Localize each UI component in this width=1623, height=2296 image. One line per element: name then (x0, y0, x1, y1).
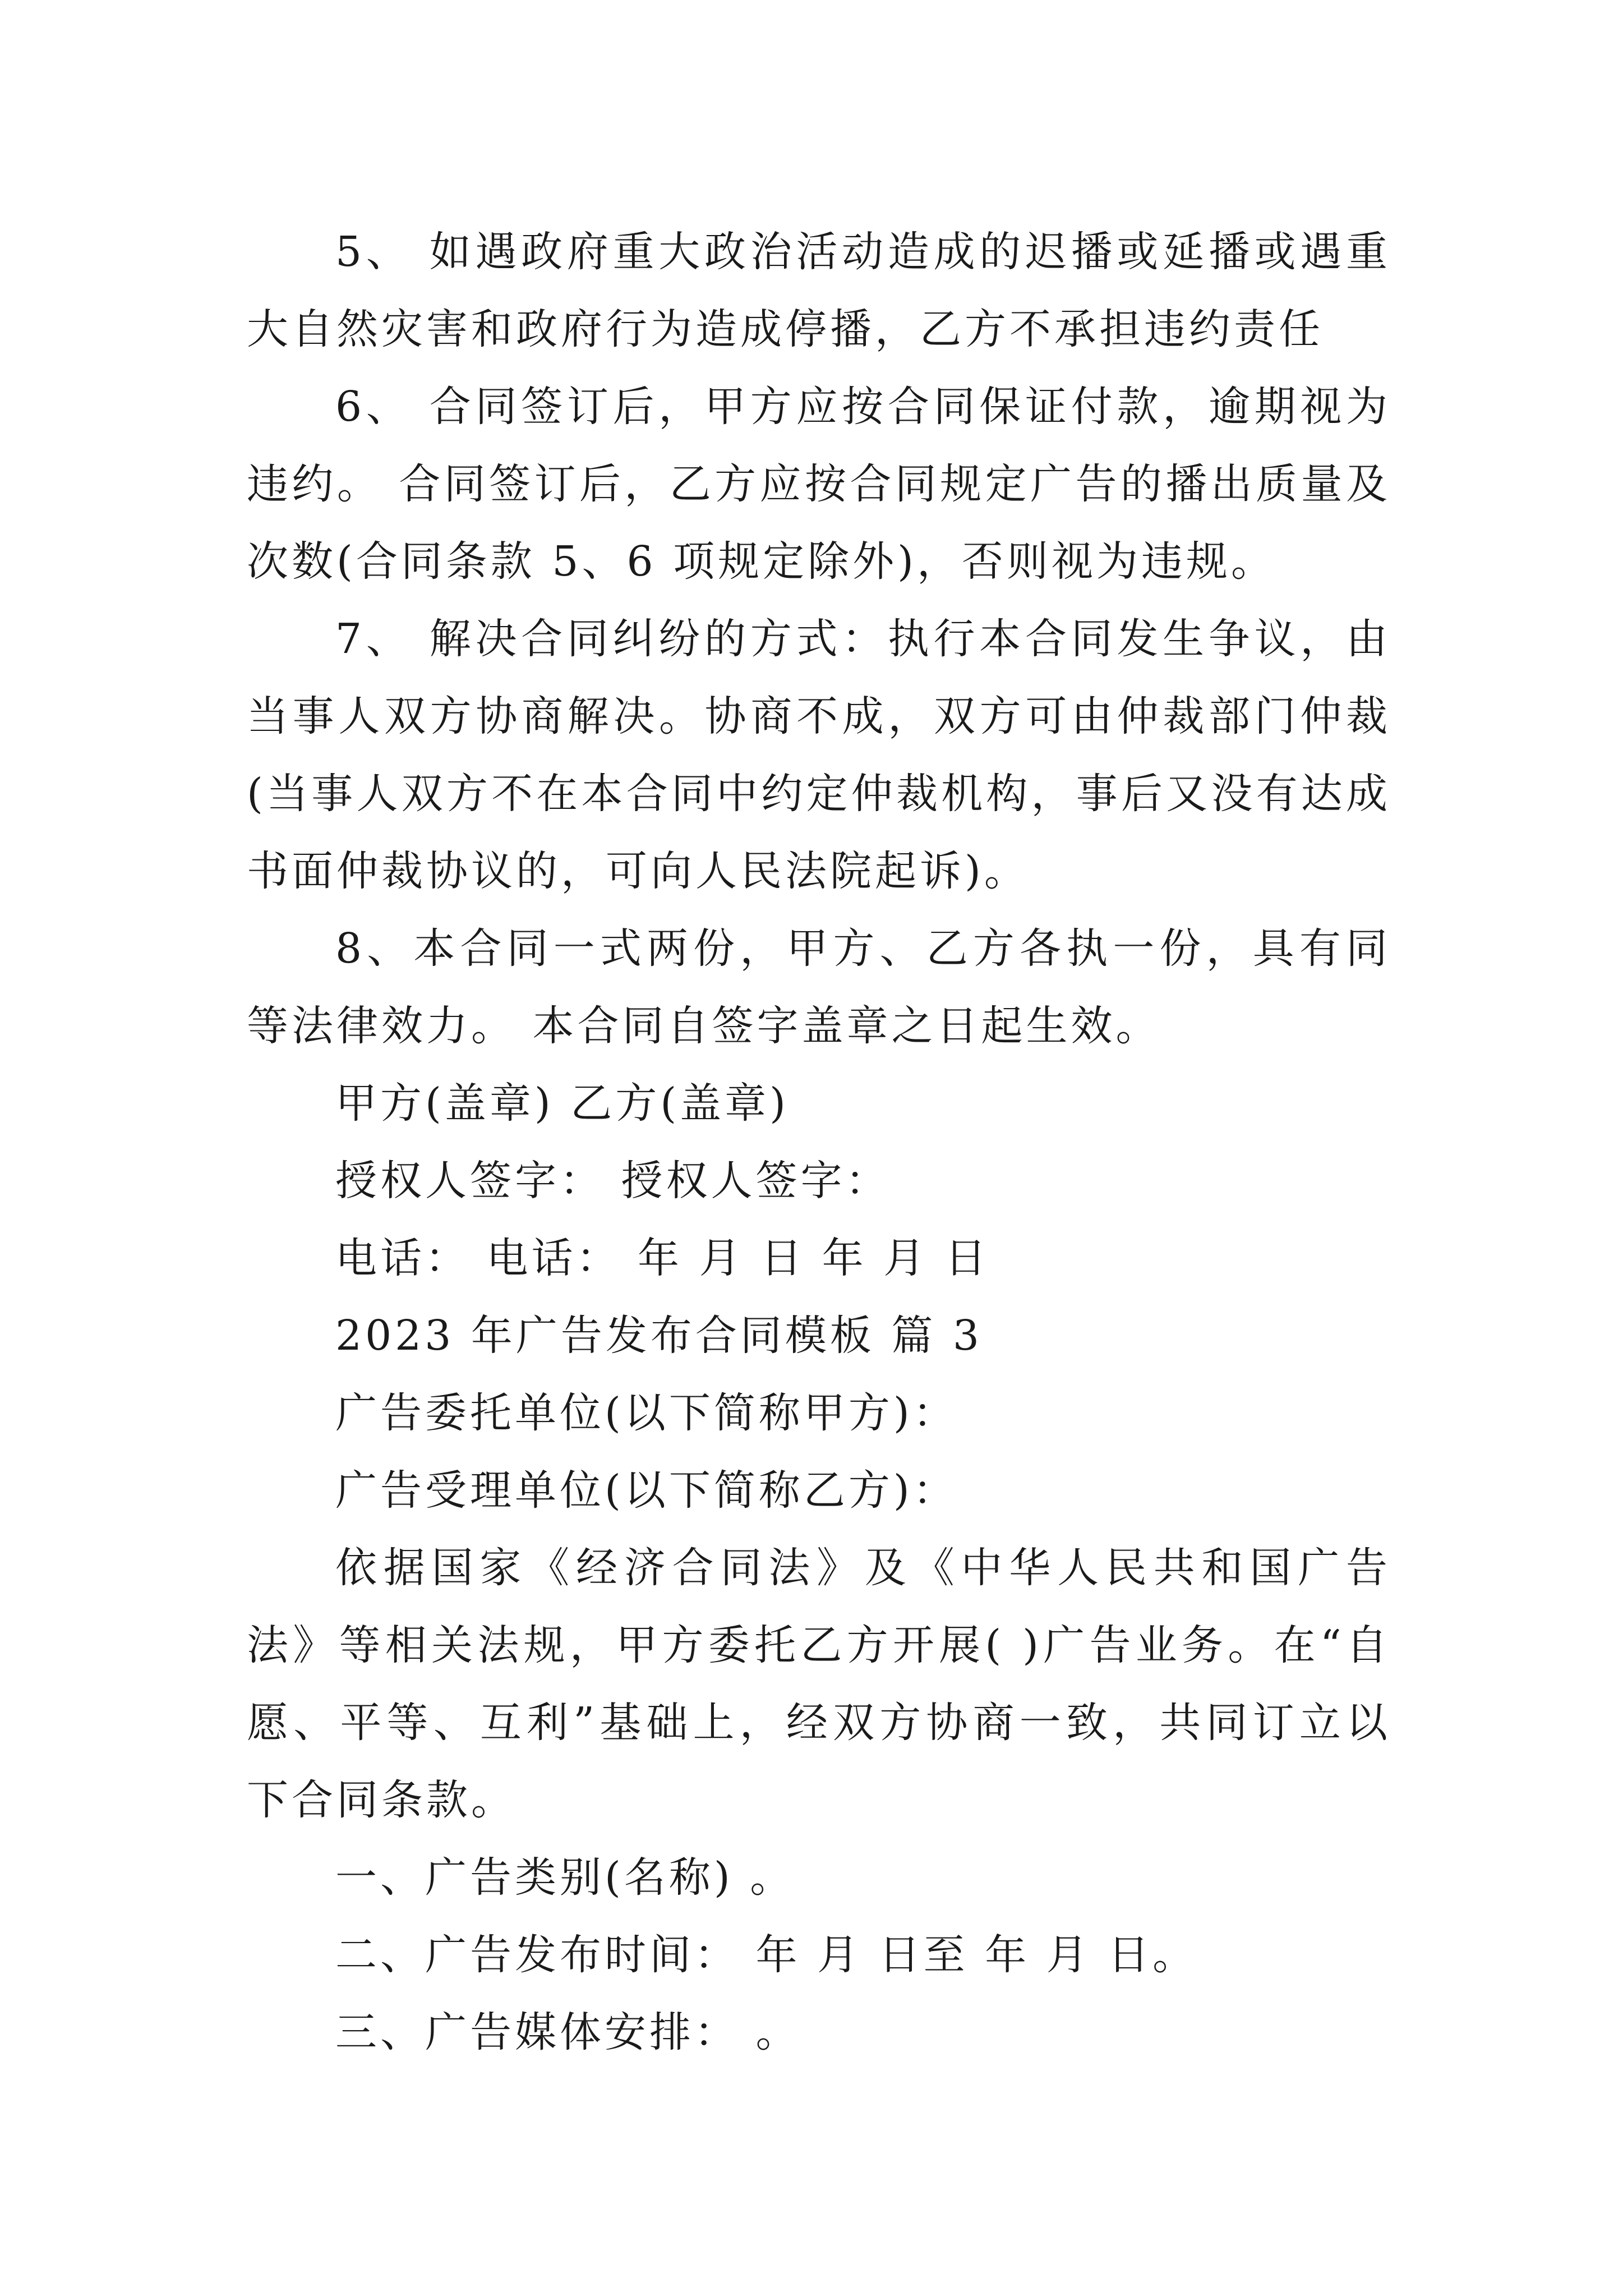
party-a-line: 广告委托单位(以下简称甲方)： (335, 1389, 958, 1437)
section-title: 2023 年广告发布合同模板 篇 3 (335, 1312, 983, 1360)
clause-7-paragraph: 7、 解决合同纠纷的方式：执行本合同发生争议，由当事人双方协商解决。协商不成，双方可由仲裁部门仲裁(当事人双方不在本合同中约定仲裁机构，事后又没有达成书面仲裁协议的，可向人民法院起诉)。 (247, 615, 1391, 895)
clause-6-paragraph: 6、 合同签订后，甲方应按合同保证付款，逾期视为违约。 合同签订后，乙方应按合同规定广告的播出质量及次数(合同条款 5、6 项规定除外)，否则视为违规。 (247, 383, 1391, 586)
preamble-paragraph: 依据国家《经济合同法》及《中华人民共和国广告法》等相关法规，甲方委托乙方开展( )广告业务。在“自愿、平等、互利”基础上，经双方协商一致，共同订立以下合同条款。 (247, 1544, 1391, 1824)
clause-5-paragraph: 5、 如遇政府重大政治活动造成的迟播或延播或遇重大自然灾害和政府行为造成停播，乙方不承担违约责任 (247, 228, 1391, 353)
signature-line: 授权人签字： 授权人签字： (335, 1157, 891, 1205)
item-1-line: 一、广告类别(名称) 。 (335, 1853, 795, 1902)
seal-line: 甲方(盖章) 乙方(盖章) (335, 1079, 790, 1128)
document-page (247, 213, 1391, 2071)
party-b-line: 广告受理单位(以下简称乙方)： (335, 1466, 958, 1515)
phone-date-line: 电话： 电话： 年 月 日 年 月 日 (335, 1234, 990, 1282)
item-2-line: 二、广告发布时间： 年 月 日至 年 月 日。 (335, 1931, 1198, 1979)
item-3-line: 三、广告媒体安排： 。 (335, 2008, 801, 2056)
clause-8-paragraph: 8、本合同一式两份，甲方、乙方各执一份，具有同等法律效力。 本合同自签字盖章之日起生效。 (247, 924, 1391, 1050)
